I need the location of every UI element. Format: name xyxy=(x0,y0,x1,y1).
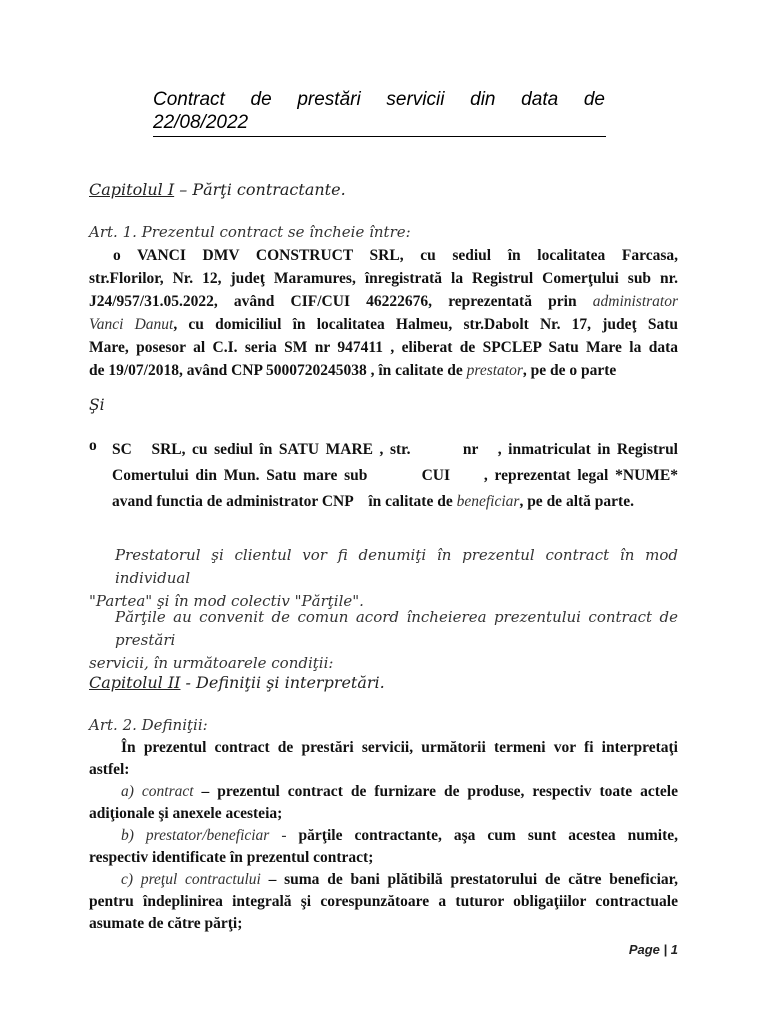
chapter-2-heading xyxy=(89,673,385,692)
chapter-1-title: – Părţi contractante. xyxy=(174,180,346,199)
definition-c-line-3: asumate de către părţi; xyxy=(89,915,243,932)
party-2-paragraph xyxy=(112,437,678,515)
definition-c-line-1: c) preţul contractului – suma de bani plătibilă prestatorului de către beneficiar, xyxy=(121,871,678,888)
page-number: Page | 1 xyxy=(628,942,678,957)
title-line-1: Contract de prestări servicii din data de xyxy=(153,89,605,110)
party-1-line-2: str.Florilor, Nr. 12, judeţ Maramures, înregistrată la Registrul Comerţului sub nr. xyxy=(89,270,678,287)
party-2-line-1: SC SRL, cu sediul în SATU MARE , str. nr , inmatriculat in Registrul xyxy=(112,441,678,458)
para-2-line-1: Părţile au convenit de comun acord încheierea prezentului contract de prestări xyxy=(115,608,678,649)
party-1-line-6: de 19/07/2018, având CNP 5000720245038 , în calitate de prestator, pe de o parte xyxy=(89,362,617,379)
art-2-intro-line-2: astfel: xyxy=(89,761,130,778)
chapter-1-heading xyxy=(89,180,346,199)
art-2-definitions xyxy=(89,737,678,935)
art-1-heading: Art. 1. Prezentul contract se încheie între: xyxy=(89,223,411,241)
party-1-paragraph xyxy=(89,244,678,382)
chapter-2-label: Capitolul II xyxy=(89,673,181,692)
para-1-line-1: Prestatorul şi clientul vor fi denumiţi în prezentul contract în mod individual xyxy=(115,546,678,587)
definition-c-line-2: pentru îndeplinirea integrală şi corespunzătoare a tuturor obligaţiilor contractuale xyxy=(89,893,678,910)
party-1-line-1: o VANCI DMV CONSTRUCT SRL, cu sediul în localitatea Farcasa, xyxy=(113,247,678,264)
agreement-paragraph xyxy=(89,606,678,675)
party-1-line-4: Vanci Danut, cu domiciliul în localitatea Halmeu, str.Dabolt Nr. 17, judeţ Satu xyxy=(89,316,678,333)
title-underline xyxy=(153,136,606,137)
parties-definition-paragraph xyxy=(89,544,678,613)
party-2-line-3: avand functia de administrator CNP în calitate de beneficiar, pe de altă parte. xyxy=(112,493,634,510)
para-1-line-2: "Partea" şi în mod colectiv "Părţile". xyxy=(89,592,364,610)
chapter-2-title: - Definiţii şi interpretări. xyxy=(180,673,385,692)
art-2-heading: Art. 2. Definiţii: xyxy=(89,716,208,734)
party-1-line-5: Mare, posesor al C.I. seria SM nr 947411 , eliberat de SPCLEP Satu Mare la data xyxy=(89,339,678,356)
definition-a-line-1: a) contract – prezentul contract de furnizare de produse, respectiv toate actele xyxy=(121,783,678,800)
chapter-1-label: Capitolul I xyxy=(89,180,175,199)
definition-b-line-1: b) prestator/beneficiar - părţile contractante, aşa cum sunt acestea numite, xyxy=(121,827,679,844)
definition-b-line-2: respectiv identificate în prezentul contract; xyxy=(89,849,374,866)
party-2-bullet: o xyxy=(89,437,97,454)
title-line-2: 22/08/2022 xyxy=(153,112,249,133)
para-2-line-2: servicii, în următoarele condiţii: xyxy=(89,654,334,672)
document-title xyxy=(153,88,605,134)
party-2-line-2: Comertului din Mun. Satu mare sub CUI , reprezentat legal *NUME* xyxy=(112,467,678,484)
definition-a-line-2: adiţionale şi anexele acesteia; xyxy=(89,805,283,822)
art-2-intro-line-1: În prezentul contract de prestări servicii, următorii termeni vor fi interpretaţi xyxy=(121,739,678,756)
party-1-line-3: J24/957/31.05.2022, având CIF/CUI 46222676, reprezentată prin administrator xyxy=(89,293,679,310)
conjunction-si: Şi xyxy=(89,396,105,414)
